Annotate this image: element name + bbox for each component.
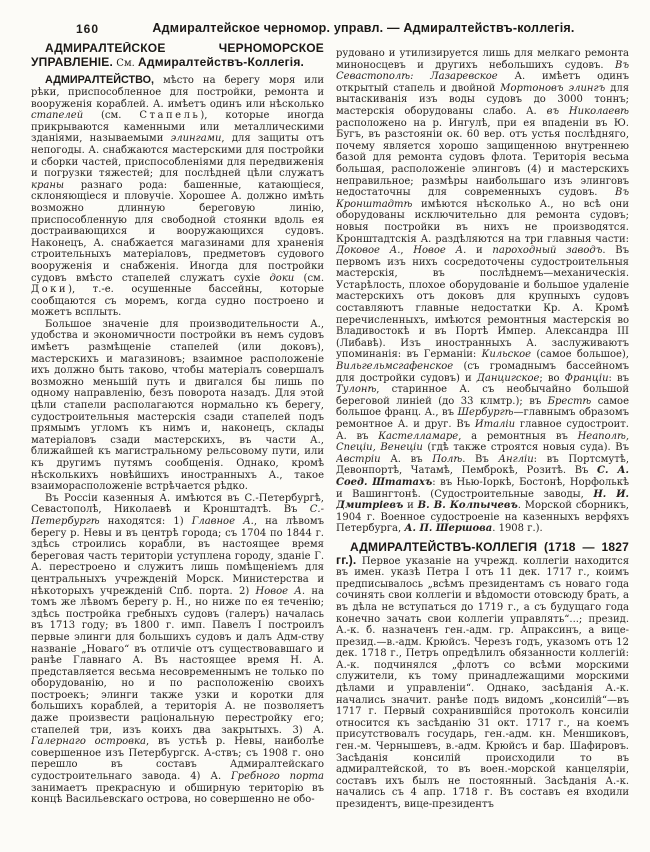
- text-segment: элингами: [170, 133, 222, 145]
- text-segment: Большое значеніе для производительности А., удобства и экономичности постройки въ немъ судовъ имѣетъ размѣщеніе стапелей (или доковъ), мастерскихъ и магазиновъ; взаимное расположеніе ихъ должно быть таково, чтобы матеріалъ совершалъ возможно меньшій путь и двигался бы лишь по одному направленію, безъ поворота назадъ. Для этой цѣли стапели располагаются нормально къ берегу, судостроительныя мастерскія сзади стапелей подъ прямымъ угломъ къ нимъ и, наконецъ, склады матеріаловъ сзади мастерскихъ, въ части А., ближайшей къ магистральному рельсовому пути, или къ другимъ путямъ сообщенія. Однако, кромѣ нѣсколькихъ новѣйшихъ иностранныхъ А., такое взаиморасположеніе встрѣчается рѣдко.: [31, 318, 324, 493]
- text-segment: , для защиты отъ непогоды. А. снабжаются мастерскими для постройки и сборки частей, приспособленіями для передвиженія и погрузки тяжестей; для послѣдней цѣли служатъ: [31, 133, 324, 180]
- headword: АДМИРАЛТЕЙСКОЕ ЧЕРНОМОРСКОЕ УПРАВЛЕНІЕ.: [31, 42, 324, 70]
- text-segment: мѣсто на берегу моря или рѣки, приспособленное для постройки, ремонта и вооруженія кораблей. А. имѣетъ одинъ или нѣсколько: [31, 75, 324, 110]
- text-segment: Въ Севастополѣ: Лазаревское: [336, 59, 629, 83]
- text-segment: и: [403, 500, 418, 512]
- text-segment: Стапель: [139, 110, 201, 122]
- article-admiralteystvo-para-2: [31, 319, 324, 493]
- text-segment: Шербургѣ: [457, 407, 514, 419]
- text-segment: А. въ: [380, 453, 433, 465]
- text-segment: . Въ: [462, 453, 499, 465]
- article-admiralteystvo-continuation: [336, 48, 629, 535]
- cross-reference-heading: [31, 42, 324, 70]
- headword: Адмиралтействъ-Коллегія.: [138, 55, 305, 70]
- text-segment: —главнымъ образомъ ремонтное А. и друг. Въ: [336, 407, 629, 430]
- text-segment: Н. И. Дмитріевъ: [336, 488, 629, 512]
- text-segment: С.-Петербургѣ: [31, 504, 324, 527]
- article-admiralteystv-kollegia: [336, 539, 629, 811]
- headword: АДМИРАЛТЕЙСТВЪ-КОЛЛЕГІЯ (1718 — 1827 гг.).: [336, 539, 629, 567]
- text-segment: С. А. Соед. Штатахъ: [336, 465, 629, 488]
- text-segment: Первое указаніе на учрежд. коллегіи находится въ имен. указѣ Петра I отъ 11 дек. 1717 г., коимъ предписывалось „всѣмъ президентамъ съ новаго года сочинять свои коллегіи и вѣдомости отовсюду брать, а въ дѣла не вступаться до 1719 г., а съ будущаго года конечно зачать свои коллегіи управлять“...; презид. А.-к. б. назначенъ ген.-адм. гр. Апраксинъ, а вице-презид.—в.-адм. Крюйсъ. Черезъ годъ, указомъ отъ 12 дек. 1718 г., Петръ опредѣлилъ обязанности коллегій: А.-к. подчинялся „флотъ со всѣми морскими служители, къ тому принадлежащими морскими дѣлами и управленіи“. Однако, засѣданія А.-к. начались значит. ранѣе подъ видомъ „консилій“—въ 1717 г. Первый сохранившійся протоколъ консиліи относится къ засѣданію 31 окт. 1717 г., на коемъ присутствовалъ государь, ген.-адм. кн. Меншиковъ, ген.-м. Чернышевъ, в.-адм. Крюйсъ и бар. Шафировъ. Засѣданія консилій происходили то въ адмиралтейской, то въ воен.-морской канцеляріи, составъ ихъ былъ не постоянный. Засѣданія А.-к. начались съ 4 апр. 1718 г. Въ составъ ея входили президентъ, вице-президентъ: [336, 555, 629, 810]
- text-segment: : въ Портсмутѣ, Девонпортѣ, Чатамѣ, Пемброкѣ, Розитѣ. Въ: [336, 453, 629, 477]
- text-segment: (см.: [294, 272, 324, 284]
- text-segment: ; во: [539, 372, 565, 384]
- text-segment: (съ громаднымъ бассейномъ для достройки судовъ) и: [336, 361, 629, 384]
- text-segment: Англіи: [498, 453, 534, 465]
- text-segment: Австріи: [336, 453, 381, 465]
- article-admiralteystvo-para-3: [31, 493, 324, 806]
- text-segment: пароходный заводъ: [492, 245, 603, 257]
- text-segment: главное судостроит. А. въ: [336, 419, 629, 442]
- text-segment: Гребного порта: [231, 771, 324, 783]
- text-segment: находятся: 1): [99, 515, 192, 527]
- text-segment: Неаполѣ, Спеціи, Венеціи: [336, 430, 629, 454]
- text-segment: стапелей: [31, 110, 84, 122]
- text-segment: Данцигское: [476, 372, 540, 384]
- left-column: [31, 42, 324, 838]
- text-segment: краны: [31, 179, 65, 191]
- text-segment: (см.: [83, 110, 140, 122]
- text-segment: Брестѣ: [547, 395, 592, 407]
- text-segment: Доковое А.: [336, 245, 401, 257]
- headword: АДМИРАЛТЕЙСТВО,: [45, 74, 155, 87]
- text-segment: Въ Россіи казенныя А. имѣются въ С.-Петербургѣ, Севастополѣ, Николаевѣ и Кронштадтѣ. Въ: [31, 492, 324, 516]
- text-segment: Полѣ: [432, 453, 463, 465]
- text-segment: . Морской сборникъ, 1904 г. Военное судостроеніе на казенныхъ верфяхъ Петербурга,: [336, 500, 629, 535]
- text-segment: на томъ же лѣвомъ берегу р. Н., но ниже по ея теченію; здѣсь постройка гребныхъ судовъ (галеръ) началась въ 1713 году; въ 1800 г. имп. Павелъ I построилъ первые элинги для большихъ судовъ и далъ Адм-ству названіе „Новаго“ въ отличіе отъ существовавшаго и ранѣе Главнаго А. Въ настоящее время Н. А. представляется весьма несовременнымъ не только по оборудованію, но и по расположенію своихъ построекъ; элинги также узки и коротки для большихъ кораблей, а територія А. не позволяетъ даже произвести раціональную перестройку его; стапелей три, изъ коихъ два закрытыхъ. 3) А.: [31, 585, 324, 736]
- text-segment: В. В. Колпычевъ: [417, 500, 518, 512]
- text-segment: и: [466, 245, 493, 257]
- text-segment: Въ Кронштадтѣ: [336, 187, 629, 210]
- text-segment: Доки: [31, 284, 69, 296]
- text-segment: , въ устьѣ р. Невы, наиболѣе совершенное изъ Петербургск. А-ствъ; съ 1908 г. оно перешло въ составъ Адмиралтейскаго судостроительнаго завода. 4) А.: [31, 736, 324, 783]
- text-segment: занимаетъ прекрасную и обширную територію въ концѣ Васильевскаго острова, но совершенно не обо-: [31, 782, 324, 806]
- text-segment: Галернаго островка: [31, 736, 146, 748]
- text-segment: въ Николаевѣ: [546, 105, 629, 117]
- text-segment: самое большое франц. А., въ: [336, 395, 629, 419]
- text-segment: Вильгельмсгафенское: [336, 361, 454, 373]
- text-segment: доки: [269, 272, 295, 284]
- text-segment: (гдѣ также строятся новыя суда). Въ: [422, 442, 629, 454]
- text-segment: расположено на р. Ингулѣ, при ея впаденіи въ Ю. Бугъ, въ разстояніи ок. 60 вер. отъ устья послѣдняго, почему является хорошо защищенною внутреннею базой для ремонта судовъ флота. Територія весьма большая, расположеніе элинговъ (4) и мастерскихъ неправильное; размѣры наибольшаго изъ элинговъ недостаточны для современныхъ судовъ.: [336, 117, 629, 199]
- text-segment: : въ: [608, 372, 629, 384]
- text-segment: : въ Нью-Іоркѣ, Бостонѣ, Норфолькѣ и Вашингтонѣ. (Судостроительные заводы,: [336, 476, 629, 500]
- text-segment: ), т.-е. осушенные бассейны, которые сообщаются съ моремъ, когда судно построено и можетъ всплыть.: [31, 284, 324, 319]
- text-segment: , а ремонтныя въ: [458, 430, 578, 442]
- text-segment: Новое А.: [255, 585, 306, 597]
- text-segment: . Въ первомъ изъ нихъ сосредоточены судостроительныя мастерскія, въ послѣднемъ—механическія. Устарѣлость, плохое оборудованіе и большое удаленіе мастерскихъ отъ доковъ для крупныхъ судовъ составляютъ главные недостатки Кр. А. Кромѣ перечисленныхъ, имѣются ремонтныя мастерскія во Владивостокѣ и въ Портѣ Импер. Александра III (Либавѣ). Изъ иностранныхъ А. заслуживаютъ упоминанія: въ Германіи:: [336, 245, 629, 361]
- text-segment: Мортоновъ элингъ: [500, 82, 606, 94]
- text-segment: ), которые иногда прикрываются каменными или металлическими зданіями, называемыми: [31, 110, 324, 145]
- text-segment: А. имѣетъ одинъ открытый стапель и двойной: [336, 71, 629, 94]
- text-segment: , старинное А. съ необычайно большой береговой линіей (до 33 клмтр.); въ: [336, 384, 629, 407]
- page-number: 160: [76, 22, 100, 36]
- text-segment: Новое А.: [413, 245, 467, 257]
- article-admiralteystvo-para-1: [31, 75, 324, 318]
- text-segment: См.: [113, 58, 139, 70]
- text-segment: Главное А.: [191, 515, 254, 527]
- text-segment: рудовано и утилизируется лишь для мелкаго ремонта миноносцевъ и другихъ небольшихъ судовъ.: [336, 48, 629, 71]
- text-segment: Кастелламаре: [378, 430, 459, 442]
- right-column: [336, 48, 629, 844]
- text-segment: А. П. Шершова: [404, 523, 493, 535]
- text-segment: ,: [400, 245, 414, 257]
- text-segment: Франціи: [564, 372, 609, 384]
- text-segment: имѣются нѣсколько А., но всѣ они оборудованы исключительно для ремонта судовъ; новыя постройки въ нихъ не производятся. Кронштадтскія А. раздѣляются на три главныя части:: [336, 198, 629, 245]
- text-segment: разнаго рода: башенные, катающіеся, склоняющіеся и пловучіе. Хорошее А. должно имѣть возможно длинную береговую линію, приспособленную для свободной стоянки вдоль ея достраивающихся и вооружающихся судовъ. Наконецъ, А. снабжается магазинами для храненія строительныхъ матеріаловъ, предметовъ судового вооруженія и снабженія. Иногда для постройки судовъ вмѣсто стапелей служатъ сухіе: [31, 179, 324, 284]
- text-segment: (самое большое),: [531, 349, 629, 361]
- text-segment: для вытаскиванія изъ воды судовъ до 3000 тоннъ; мастерскія оборудованы слабо. А.: [336, 82, 629, 117]
- text-segment: , на лѣвомъ берегу р. Невы и въ центрѣ города; съ 1704 по 1844 г. здѣсь строились корабли, въ настоящее время береговая часть територіи уступлена городу, зданіе Г. А. перестроено и служитъ лишь помѣщеніемъ для центральныхъ учрежденій Морск. Министерства и нѣкоторыхъ учрежденій Спб. порта. 2): [31, 515, 324, 597]
- text-segment: . 1908 г.).: [492, 523, 543, 535]
- text-segment: Италіи: [474, 419, 516, 430]
- text-segment: Кильское: [481, 349, 532, 361]
- text-segment: Тулонѣ: [336, 384, 377, 396]
- running-title: Адмиралтейское черномор. управл. — Адмиралтействъ-коллегія.: [152, 21, 575, 35]
